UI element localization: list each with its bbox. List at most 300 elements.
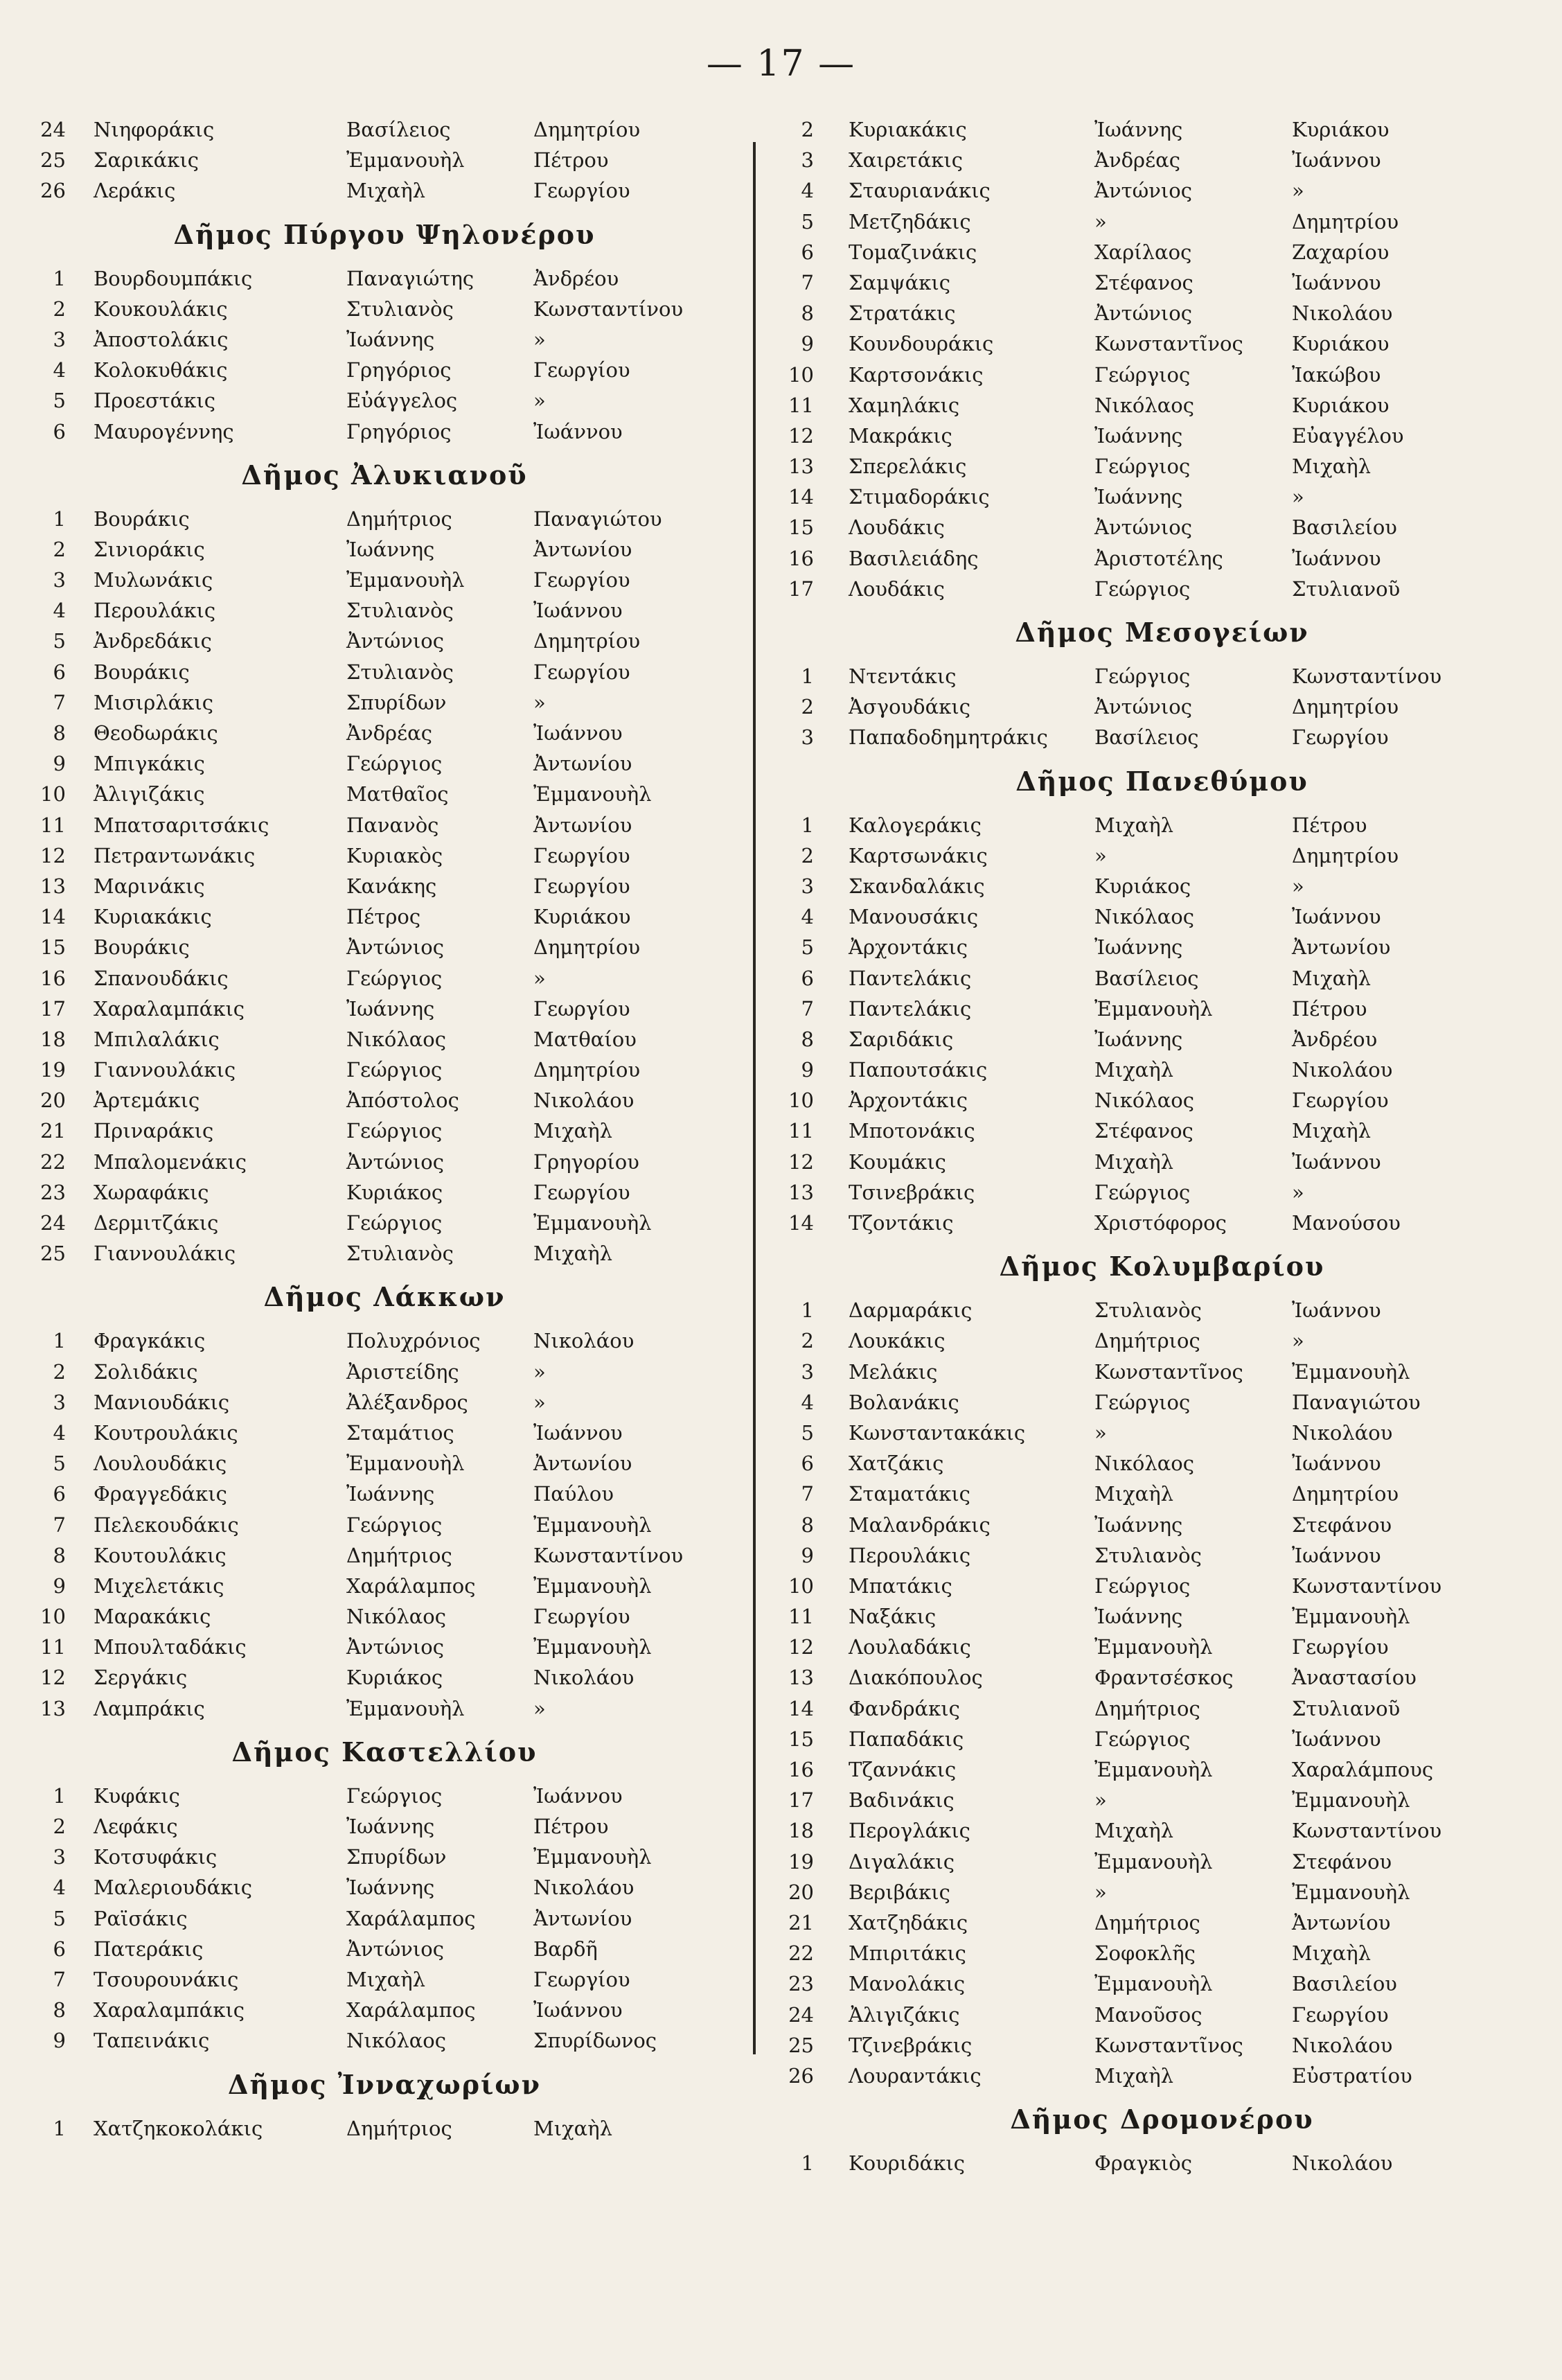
father-name: Ἐμμανουὴλ [533, 1211, 652, 1235]
row-number: 7 [53, 1967, 66, 1991]
row-number: 11 [40, 813, 66, 837]
list-row [28, 1872, 741, 1903]
row-number: 7 [801, 996, 814, 1021]
father-name: Πέτρου [533, 148, 609, 173]
list-row [776, 1693, 1548, 1724]
first-name: Νικόλαος [1094, 393, 1194, 417]
father-name: Μιχαὴλ [1292, 1941, 1371, 1966]
first-name: Σπυρίδων [346, 1845, 447, 1869]
row-number: 1 [801, 664, 814, 688]
list-row [28, 1238, 741, 1269]
row-number: 19 [788, 1849, 814, 1874]
father-name: Ἀντωνίου [533, 813, 632, 837]
row-number: 16 [788, 546, 814, 570]
father-name: Κωνσταντίνου [1292, 1574, 1442, 1598]
surname: Τσινεβράκις [849, 1180, 975, 1204]
row-number: 2 [53, 1815, 66, 1838]
father-name: Βασιλείου [1292, 1972, 1397, 1996]
surname: Μπατσαριτσάκις [94, 813, 269, 837]
list-row [776, 1295, 1548, 1325]
first-name: Κυριάκος [346, 1666, 443, 1690]
father-name: Κωνσταντίνου [533, 297, 684, 321]
surname: Τζαννάκις [849, 1758, 957, 1781]
row-number: 2 [801, 118, 814, 141]
first-name: Ἰωάννης [346, 996, 435, 1021]
father-name: Γεωργίου [533, 358, 630, 382]
first-name: Γεώργιος [346, 1513, 443, 1537]
list-row [28, 565, 741, 595]
surname: Βουράκις [94, 935, 190, 960]
row-number: 5 [53, 389, 66, 413]
row-number: 5 [801, 209, 814, 233]
row-number: 12 [40, 843, 66, 867]
surname: Μισιρλάκις [94, 690, 213, 714]
list-row [28, 1208, 741, 1238]
surname: Ἀλιγιζάκις [94, 782, 205, 806]
row-number: 3 [53, 1390, 66, 1414]
row-number: 8 [801, 301, 814, 326]
row-number: 7 [801, 1482, 814, 1506]
first-name: Γρηγόριος [346, 358, 452, 382]
first-name: Ἰωάννης [346, 537, 435, 561]
surname: Κουμάκις [849, 1149, 946, 1174]
surname: Σεργάκις [94, 1666, 188, 1690]
first-name: » [1094, 1420, 1107, 1445]
father-name: Πέτρου [1292, 813, 1367, 837]
father-name: Ἰωάννου [1292, 1452, 1381, 1476]
list-row [776, 1448, 1548, 1479]
list-row [776, 1479, 1548, 1509]
list-row [28, 1325, 741, 1356]
surname: Καλογεράκις [849, 813, 982, 837]
list-row [28, 145, 741, 175]
father-name: Στεφάνου [1292, 1849, 1392, 1874]
first-name: Κανάκης [346, 874, 437, 898]
first-name: Γεώργιος [1094, 1390, 1191, 1414]
father-name: Γεωργίου [533, 660, 630, 684]
row-number: 4 [53, 358, 66, 382]
father-name: Ἐμμανουὴλ [533, 1574, 652, 1598]
surname: Καρτσωνάκις [849, 843, 988, 867]
list-row [28, 718, 741, 748]
row-number: 13 [788, 1180, 814, 1204]
left-column [28, 114, 741, 2144]
first-name: Ἐμμανουὴλ [346, 568, 465, 592]
father-name: Γεωργίου [533, 1967, 630, 1991]
first-name: Νικόλαος [1094, 905, 1194, 929]
father-name: Πέτρου [1292, 996, 1367, 1021]
first-name: Ἀντώνιος [1094, 301, 1192, 326]
row-number: 15 [40, 935, 66, 960]
row-number: 25 [40, 148, 66, 173]
list-row [28, 1418, 741, 1448]
father-name: » [533, 966, 546, 990]
row-number: 8 [53, 1543, 66, 1567]
first-name: Ἐμμανουὴλ [346, 148, 465, 173]
row-number: 4 [53, 599, 66, 623]
list-row [28, 1601, 741, 1632]
surname: Διγαλάκις [849, 1849, 955, 1874]
list-row [776, 1208, 1548, 1238]
list-row [28, 114, 741, 145]
surname: Φανδράκις [849, 1696, 960, 1720]
first-name: Ἀντώνιος [346, 1635, 444, 1659]
row-number: 9 [801, 332, 814, 356]
surname: Σαρικάκις [94, 148, 199, 173]
row-number: 1 [53, 2116, 66, 2140]
father-name: Εὐαγγέλου [1292, 423, 1404, 448]
father-name: » [1292, 874, 1304, 898]
list-row [776, 1754, 1548, 1785]
list-row [28, 175, 741, 206]
row-number: 3 [53, 327, 66, 351]
list-row [28, 1964, 741, 1995]
list-row [28, 840, 741, 871]
list-row [28, 1995, 741, 2025]
surname: Λεράκις [94, 179, 176, 203]
first-name: Γεώργιος [346, 1119, 443, 1143]
row-number: 10 [788, 1088, 814, 1113]
row-number: 1 [53, 506, 66, 531]
surname: Βουρδουμπάκις [94, 266, 253, 290]
father-name: Ἰωάννου [1292, 905, 1381, 929]
first-name: Σταμάτιος [346, 1420, 454, 1445]
surname: Κουτουλάκις [94, 1543, 227, 1567]
list-row [28, 687, 741, 718]
surname: Κωνσταντακάκις [849, 1420, 1026, 1445]
surname: Χατζηδάκις [849, 1910, 968, 1934]
father-name: Παναγιώτου [1292, 1390, 1421, 1414]
list-row [776, 298, 1548, 328]
first-name: Νικόλαος [346, 2029, 446, 2053]
father-name: Μιχαὴλ [1292, 1119, 1371, 1143]
list-row [776, 206, 1548, 237]
father-name: Ἰωάννου [1292, 546, 1381, 570]
row-number: 3 [801, 148, 814, 173]
first-name: Ἐμμανουὴλ [1094, 1972, 1213, 1996]
list-row [28, 994, 741, 1024]
row-number: 16 [788, 1758, 814, 1781]
father-name: Κυριάκου [1292, 118, 1390, 141]
surname: Λουκάκις [849, 1329, 946, 1353]
surname: Γιαννουλάκις [94, 1242, 236, 1266]
list-row [776, 1907, 1548, 1938]
row-number: 1 [53, 1783, 66, 1808]
list-row [28, 504, 741, 534]
list-row [776, 810, 1548, 840]
first-name: Μιχαὴλ [1094, 1149, 1173, 1174]
first-name: Χαράλαμπος [346, 1574, 476, 1598]
father-name: Ζαχαρίου [1292, 240, 1390, 264]
list-row [28, 416, 741, 447]
row-number: 6 [53, 660, 66, 684]
first-name: Γεώργιος [1094, 576, 1191, 601]
list-row [28, 263, 741, 294]
surname: Μιχελετάκις [94, 1574, 224, 1598]
first-name: Στυλιανὸς [1094, 1298, 1202, 1323]
surname: Δερμιτζάκις [94, 1211, 219, 1235]
father-name: Δημητρίου [1292, 209, 1399, 233]
father-name: » [1292, 1329, 1304, 1353]
row-number: 9 [53, 752, 66, 776]
father-name: Γεωργίου [1292, 1635, 1389, 1659]
surname: Μαλεριουδάκις [94, 1876, 252, 1900]
surname: Περογλάκις [849, 1819, 970, 1843]
row-number: 25 [40, 1242, 66, 1266]
father-name: Μιχαὴλ [1292, 966, 1371, 990]
father-name: Δημητρίου [1292, 695, 1399, 719]
row-number: 11 [40, 1635, 66, 1659]
row-number: 8 [801, 1513, 814, 1537]
surname: Σκανδαλάκις [849, 874, 985, 898]
surname: Κυριακάκις [849, 118, 967, 141]
row-number: 14 [788, 1211, 814, 1235]
list-row [28, 2025, 741, 2056]
first-name: Ἐμμανουὴλ [1094, 1849, 1213, 1874]
surname: Σαμψάκις [849, 270, 950, 294]
list-row [776, 1177, 1548, 1208]
list-row [776, 543, 1548, 574]
surname: Κουριδάκις [849, 2151, 965, 2176]
list-row [776, 871, 1548, 901]
surname: Μποτονάκις [849, 1119, 975, 1143]
row-number: 11 [788, 1605, 814, 1629]
father-name: Ἀντωνίου [533, 1906, 632, 1930]
father-name: Γεωργίου [1292, 725, 1389, 750]
surname: Ἀρχοντάκις [849, 1088, 968, 1113]
list-row [28, 657, 741, 687]
surname: Χαραλαμπάκις [94, 996, 245, 1021]
row-number: 13 [40, 1696, 66, 1720]
father-name: Ἐμμανουὴλ [533, 782, 652, 806]
father-name: Γεωργίου [533, 996, 630, 1021]
surname: Καρτσονάκις [849, 362, 984, 387]
surname: Διακόπουλος [849, 1666, 983, 1690]
first-name: Κωνσταντῖνος [1094, 332, 1243, 356]
surname: Στιμαδοράκις [849, 485, 990, 509]
surname: Τσουρουνάκις [94, 1967, 239, 1991]
surname: Φραγγεδάκις [94, 1482, 227, 1506]
first-name: Δημήτριος [1094, 1910, 1200, 1934]
father-name: Ἀντωνίου [533, 752, 632, 776]
row-number: 6 [53, 1482, 66, 1506]
first-name: Χαράλαμπος [346, 1998, 476, 2022]
surname: Μανουσάκις [849, 905, 979, 929]
surname: Ἀποστολάκις [94, 327, 229, 351]
first-name: Κωνσταντῖνος [1094, 1359, 1243, 1384]
row-number: 10 [40, 1605, 66, 1629]
first-name: Στυλιανὸς [346, 660, 454, 684]
first-name: Ἐμμανουὴλ [1094, 1758, 1213, 1781]
first-name: Γεώργιος [1094, 1727, 1191, 1751]
surname: Λουραντάκις [849, 2063, 982, 2088]
surname: Κουνδουράκις [849, 332, 994, 356]
row-number: 14 [40, 905, 66, 929]
first-name: Βασίλειος [346, 118, 451, 141]
surname: Σινιοράκις [94, 537, 205, 561]
father-name: Ἀντωνίου [533, 537, 632, 561]
father-name: Δημητρίου [533, 1058, 641, 1082]
list-row [28, 1479, 741, 1509]
list-row [28, 1632, 741, 1662]
list-row [776, 267, 1548, 298]
father-name: Νικολάου [533, 1088, 634, 1113]
list-row [776, 512, 1548, 543]
list-row [28, 1781, 741, 1811]
list-row [776, 175, 1548, 206]
first-name: Ἰωάννης [1094, 485, 1183, 509]
first-name: Γεώργιος [1094, 1180, 1191, 1204]
first-name: Σοφοκλῆς [1094, 1941, 1196, 1966]
father-name: Κωνσταντίνου [1292, 1819, 1442, 1843]
list-row [28, 963, 741, 994]
first-name: Ἰωάννης [346, 327, 435, 351]
row-number: 3 [53, 1845, 66, 1869]
surname: Πελεκουδάκις [94, 1513, 239, 1537]
row-number: 20 [788, 1880, 814, 1904]
list-row [28, 595, 741, 626]
surname: Πριναράκις [94, 1119, 214, 1143]
surname: Μελάκις [849, 1359, 938, 1384]
father-name: Ἀνδρέου [1292, 1027, 1378, 1051]
surname: Χατζάκις [849, 1452, 944, 1476]
list-row [776, 451, 1548, 482]
father-name: Ἰωάννου [533, 721, 623, 745]
row-number: 2 [801, 695, 814, 719]
first-name: Ἰωάννης [346, 1482, 435, 1506]
father-name: Ἀντωνίου [533, 1452, 632, 1476]
list-row [28, 1387, 741, 1418]
list-row [28, 1147, 741, 1177]
row-number: 21 [40, 1119, 66, 1143]
section-heading: Δῆμος Κολυμβαρίου [999, 1251, 1325, 1282]
list-row [776, 1601, 1548, 1632]
section-heading: Δῆμος Λάκκων [263, 1281, 506, 1313]
surname: Χωραφάκις [94, 1180, 209, 1204]
father-name: Παναγιώτου [533, 506, 662, 531]
surname: Παπαδοδημητράκις [849, 725, 1048, 750]
surname: Τζινεβράκις [849, 2033, 973, 2057]
surname: Μανιουδάκις [94, 1390, 230, 1414]
list-row [28, 1842, 741, 1872]
row-number: 13 [40, 874, 66, 898]
list-row [28, 324, 741, 355]
row-number: 3 [801, 1359, 814, 1384]
surname: Βολανάκις [849, 1390, 959, 1414]
row-number: 4 [53, 1420, 66, 1445]
first-name: Ματθαῖος [346, 782, 449, 806]
surname: Σολιδάκις [94, 1359, 198, 1384]
section-heading: Δῆμος Πανεθύμου [1015, 765, 1308, 797]
list-row [776, 1540, 1548, 1571]
row-number: 10 [788, 1574, 814, 1598]
row-number: 13 [788, 455, 814, 479]
first-name: Στέφανος [1094, 1119, 1193, 1143]
list-row [776, 722, 1548, 752]
father-name: Εὐστρατίου [1292, 2063, 1412, 2088]
surname: Ἀρχοντάκις [849, 935, 968, 960]
first-name: Ἀριστοτέλης [1094, 546, 1223, 570]
surname: Ἀρτεμάκις [94, 1088, 200, 1113]
father-name: Ἰωάννου [533, 1783, 623, 1808]
father-name: Στυλιανοῦ [1292, 576, 1401, 601]
father-name: » [533, 327, 546, 351]
list-row [776, 237, 1548, 267]
list-row [28, 534, 741, 565]
surname: Παπουτσάκις [849, 1058, 988, 1082]
row-number: 15 [788, 515, 814, 540]
first-name: Ἰωάννης [1094, 118, 1183, 141]
first-name: Σπυρίδων [346, 690, 447, 714]
list-row [776, 1724, 1548, 1754]
father-name: Χαραλάμπους [1292, 1758, 1434, 1781]
father-name: Βαρδῆ [533, 1937, 598, 1961]
list-row [776, 1325, 1548, 1356]
list-row [28, 1540, 741, 1571]
first-name: Πολυχρόνιος [346, 1329, 481, 1353]
list-row [776, 963, 1548, 994]
list-row [776, 1085, 1548, 1116]
first-name: Στέφανος [1094, 270, 1193, 294]
first-name: Κυριάκος [1094, 874, 1191, 898]
father-name: Κωνσταντίνου [1292, 664, 1442, 688]
surname: Λουλαδάκις [849, 1635, 971, 1659]
first-name: Ἀνδρέας [1094, 148, 1180, 173]
first-name: Ἰωάννης [1094, 1027, 1183, 1051]
surname: Παπαδάκις [849, 1727, 964, 1751]
father-name: Παύλου [533, 1482, 614, 1506]
surname: Μπατάκις [849, 1574, 952, 1598]
surname: Χαραλαμπάκις [94, 1998, 245, 2022]
father-name: Κωνσταντίνου [533, 1543, 684, 1567]
father-name: Ἰωάννου [1292, 1149, 1381, 1174]
list-row [776, 1632, 1548, 1662]
row-number: 2 [801, 843, 814, 867]
father-name: Μανούσου [1292, 1211, 1401, 1235]
first-name: Μιχαὴλ [1094, 2063, 1173, 2088]
surname: Παντελάκις [849, 966, 972, 990]
row-number: 8 [53, 721, 66, 745]
row-number: 12 [788, 1635, 814, 1659]
father-name: Ἰωάννου [533, 1420, 623, 1445]
father-name: Ἐμμανουὴλ [533, 1635, 652, 1659]
list-row [776, 691, 1548, 722]
first-name: Ἐμμανουὴλ [1094, 996, 1213, 1021]
father-name: Γεωργίου [533, 874, 630, 898]
section-heading: Δῆμος Μεσογείων [1015, 617, 1309, 648]
row-number: 1 [801, 813, 814, 837]
row-number: 6 [801, 966, 814, 990]
row-number: 3 [53, 568, 66, 592]
list-row [776, 114, 1548, 145]
row-number: 9 [801, 1543, 814, 1567]
row-number: 7 [53, 690, 66, 714]
row-number: 4 [801, 179, 814, 203]
surname: Σπερελάκις [849, 455, 967, 479]
list-row [776, 1116, 1548, 1146]
row-number: 25 [788, 2033, 814, 2057]
row-number: 5 [801, 935, 814, 960]
list-row [776, 901, 1548, 932]
father-name: Ἀνδρέου [533, 266, 619, 290]
row-number: 13 [788, 1666, 814, 1690]
list-row [776, 1938, 1548, 1968]
father-name: Ἰωάννου [1292, 148, 1381, 173]
first-name: Μιχαὴλ [1094, 1482, 1173, 1506]
list-row [776, 840, 1548, 871]
father-name: Βασιλείου [1292, 515, 1397, 540]
row-number: 7 [53, 1513, 66, 1537]
